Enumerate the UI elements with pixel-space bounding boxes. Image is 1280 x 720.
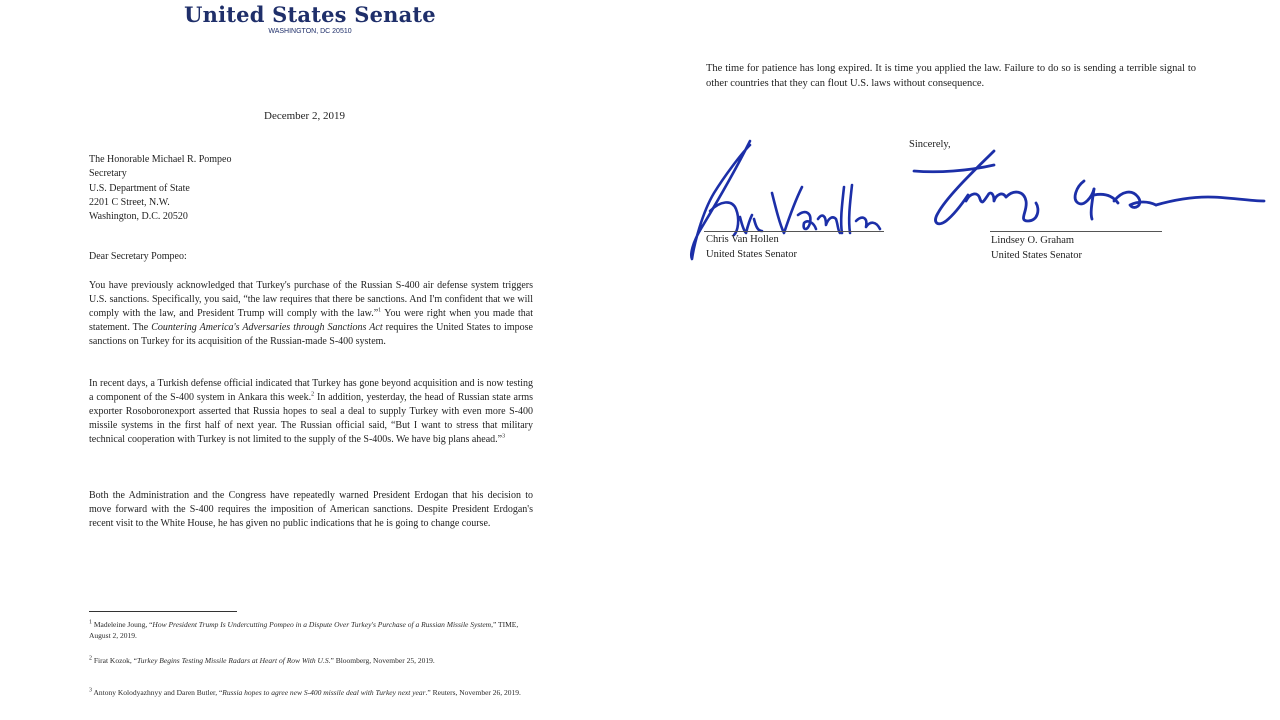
footnote-3 <box>89 687 539 698</box>
recipient-address <box>89 153 231 224</box>
footnote-1 <box>89 619 539 641</box>
footnote-ref-1: 1 <box>378 307 382 314</box>
letter-page-2 <box>640 0 1280 720</box>
recipient-name: The Honorable Michael R. Pompeo <box>89 154 232 165</box>
footnote-article-title: How President Trump Is Undercutting Pompeo in a Dispute Over Turkey's Purchase of a Russian Missile System <box>152 620 492 629</box>
signer-name: Chris Van Hollen <box>706 234 779 245</box>
closing-paragraph: The time for patience has long expired. It is time you applied the law. Failure to do so is sending a terrible signal to other countries that they can flout U.S. laws without consequence. <box>706 63 1196 89</box>
signer-name: Lindsey O. Graham <box>991 235 1075 246</box>
body-paragraph-2 <box>89 377 533 447</box>
footnote-number: 1 <box>89 619 92 626</box>
letter-date: December 2, 2019 <box>264 110 345 122</box>
footnote-text: Antony Kolodyazhnyy and Daren Butler, “ <box>92 688 223 697</box>
letterhead <box>180 2 440 35</box>
recipient-street: 2201 C Street, N.W. <box>89 196 170 208</box>
p1-text-b: You were right when you made that statement. The <box>89 307 533 333</box>
signature-line-graham <box>990 231 1162 232</box>
signer-block-graham <box>991 233 1082 263</box>
recipient-department: U.S. Department of State <box>89 182 190 194</box>
body-paragraph-3: Both the Administration and the Congress have repeatedly warned President Erdogan that his decision to move forward with the S-400 requires the imposition of American sanctions. Despite President Erdogan's recent visit to the White House, he has given no public indications that he is going to change course. <box>89 490 533 529</box>
footnote-source: ” Bloomberg, November 25, 2019. <box>330 656 435 665</box>
recipient-city: Washington, D.C. 20520 <box>89 211 188 223</box>
footnote-ref-2: 2 <box>311 391 315 398</box>
footnote-text: Madeleine Joung, “ <box>92 620 153 629</box>
p2-text-b: In addition, yesterday, the head of Russian state arms exporter Rosoboronexport asserted that Russia hopes to seal a deal to supply Turkey with even more S-400 missile systems in the first half of next year. The Russian official said, “But I want to stress that military technical cooperation with Turkey is not limited to the supply of the S-400s. We have big plans ahead.” <box>89 391 533 445</box>
footnote-number: 3 <box>89 687 92 694</box>
p1-text-c: requires the United States to impose sanctions on Turkey for its acquisition of the Russian-made S-400 system. <box>89 321 533 347</box>
letterhead-title: United States Senate <box>184 2 436 27</box>
valediction: Sincerely, <box>909 139 951 150</box>
footnote-divider <box>89 611 237 612</box>
body-paragraph-1 <box>89 279 533 349</box>
footnote-source: .” Reuters, November 26, 2019. <box>425 688 521 697</box>
signature-graham <box>908 143 1268 233</box>
signer-block-van-hollen <box>706 232 797 262</box>
salutation: Dear Secretary Pompeo: <box>89 251 187 262</box>
footnote-article-title: Russia hopes to agree new S-400 missile deal with Turkey next year <box>222 688 426 697</box>
footnote-source: ,” TIME, August 2, 2019. <box>89 620 519 640</box>
footnote-ref-3: 3 <box>502 433 506 440</box>
act-title: Countering America's Adversaries through Sanctions Act <box>151 321 383 333</box>
footnote-text: Firat Kozok, “ <box>92 656 137 665</box>
p2-text-a: In recent days, a Turkish defense official indicated that Turkey has gone beyond acquisition and is now testing a component of the S-400 system in Ankara this week. <box>89 378 533 403</box>
footnote-2 <box>89 655 539 666</box>
p1-text-a: You have previously acknowledged that Turkey's purchase of the Russian S-400 air defense system triggers U.S. sanctions. Specifically, you said, “the law requires that there be sanctions. And I'm confident that we will comply with the law, and President Trump will comply with the law.” <box>89 280 533 319</box>
footnote-number: 2 <box>89 655 92 662</box>
signer-title: United States Senator <box>706 249 797 260</box>
signer-title: United States Senator <box>991 250 1082 261</box>
letterhead-location: WASHINGTON, DC 20510 <box>268 28 352 35</box>
recipient-title: Secretary <box>89 168 127 180</box>
footnote-article-title: Turkey Begins Testing Missile Radars at Heart of Row With U.S. <box>137 656 331 665</box>
